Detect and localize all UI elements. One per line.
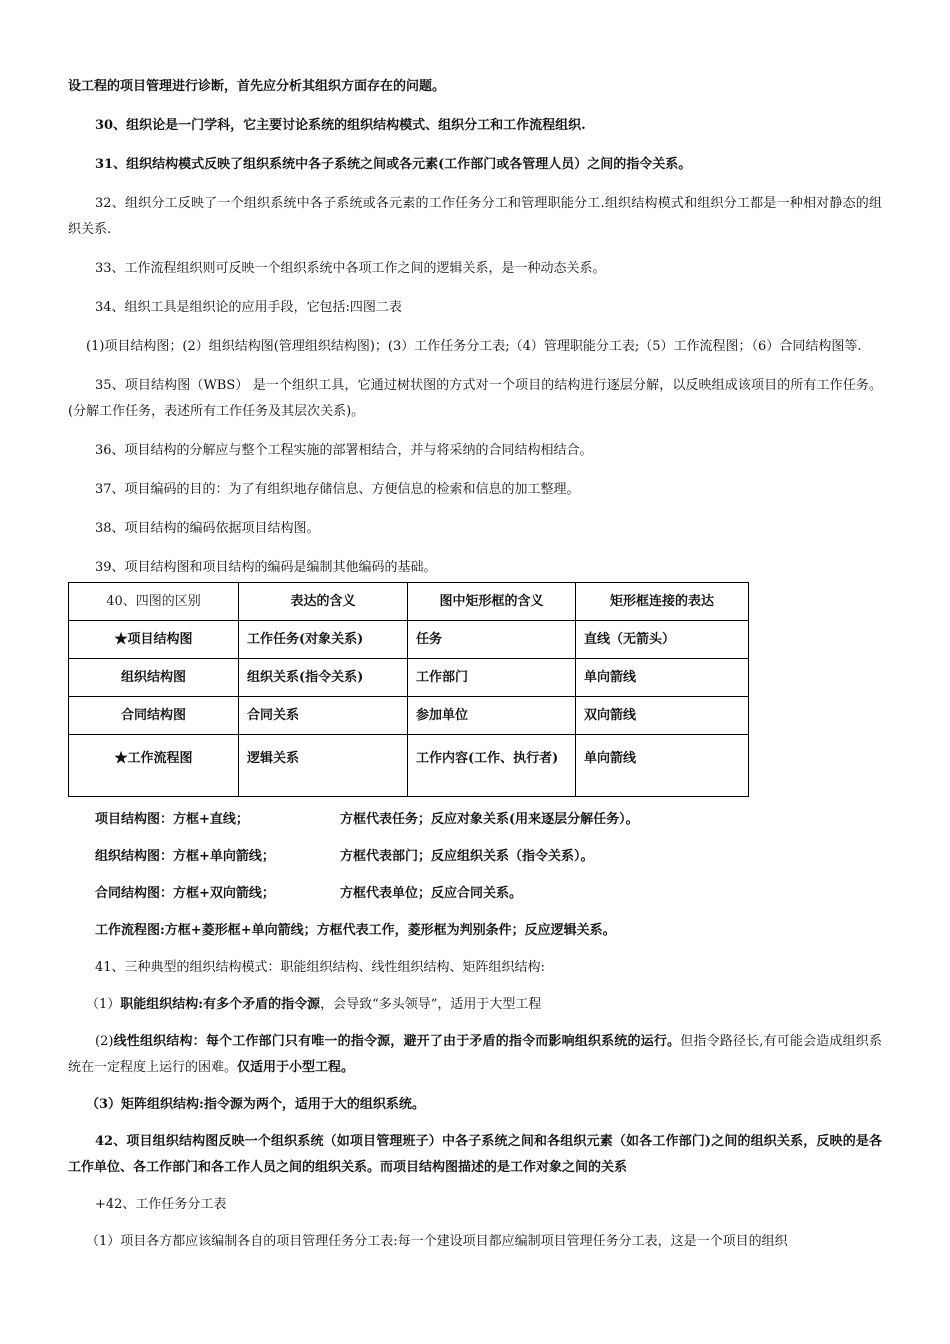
table-cell: 合同结构图 bbox=[69, 697, 239, 735]
paragraph-35: 35、项目结构图（WBS） 是一个组织工具，它通过树状图的方式对一个项目的结构进行逐层分解，以反映组成该项目的所有工作任务。(分解工作任务，表述所有工作任务及其层次关系)。 bbox=[68, 378, 882, 419]
summary-desc: 方框代表单位；反应合同关系。 bbox=[340, 886, 523, 901]
paragraph-42b-item-1: （1）项目各方都应该编制各自的项目管理任务分工表:每一个建设项目都应编制项目管理任务分工表，这是一个项目的组织 bbox=[86, 1234, 788, 1249]
paragraph-32: 32、组织分工反映了一个组织系统中各子系统或各元素的工作任务分工和管理职能分工.组织结构模式和组织分工都是一种相对静态的组织关系. bbox=[68, 196, 882, 237]
table-cell: 直线（无箭头） bbox=[576, 621, 749, 659]
summary-line bbox=[95, 807, 882, 833]
table-row bbox=[69, 697, 749, 735]
table-cell: 工作部门 bbox=[408, 659, 576, 697]
table-header-cell: 矩形框连接的表达 bbox=[576, 583, 749, 621]
paragraph-41: 41、三种典型的组织结构模式：职能组织结构、线性组织结构、矩阵组织结构: bbox=[95, 960, 545, 975]
table-cell: 逻辑关系 bbox=[239, 735, 408, 797]
table-header-cell: 表达的含义 bbox=[239, 583, 408, 621]
paragraph-42b-title: +42、工作任务分工表 bbox=[95, 1197, 227, 1212]
table-cell: 双向箭线 bbox=[576, 697, 749, 735]
paragraph-37: 37、项目编码的目的：为了有组织地存储信息、方便信息的检索和信息的加工整理。 bbox=[95, 482, 580, 497]
table-row bbox=[69, 735, 749, 797]
summary-desc: 方框代表部门；反应组织关系（指令关系）。 bbox=[340, 849, 594, 864]
table-row bbox=[69, 621, 749, 659]
summary-line bbox=[95, 881, 882, 907]
paragraph-30: 30、组织论是一门学科，它主要讨论系统的组织结构模式、组织分工和工作流程组织. bbox=[95, 118, 586, 133]
table-cell: 工作任务(对象关系) bbox=[239, 621, 408, 659]
item-number: (2) bbox=[95, 1034, 114, 1049]
diagram-summary bbox=[95, 807, 882, 944]
table-cell: ★工作流程图 bbox=[69, 735, 239, 797]
item-text: 但指令路径长,有可能会造成组织系统在一定程度上运行的困难。 bbox=[68, 1034, 882, 1075]
paragraph-42: 42、项目组织结构图反映一个组织系统（如项目管理班子）中各子系统之间和各组织元素（如各工作部门)之间的组织关系，反映的是各工作单位、各工作部门和各工作人员之间的组织关系。而项目结构图描述的是工作对象之间的关系 bbox=[68, 1134, 882, 1175]
summary-key: 组织结构图：方框+单向箭线； bbox=[95, 849, 275, 864]
paragraph-41-item-2 bbox=[68, 1029, 882, 1081]
item-number: （1） bbox=[86, 997, 121, 1012]
paragraph-36: 36、项目结构的分解应与整个工程实施的部署相结合，并与将采纳的合同结构相结合。 bbox=[95, 443, 593, 458]
summary-desc: 方框代表任务；反应对象关系(用来逐层分解任务）。 bbox=[340, 812, 639, 827]
summary-line bbox=[95, 844, 882, 870]
paragraph-continuation: 设工程的项目管理进行诊断，首先应分析其组织方面存在的问题。 bbox=[68, 79, 446, 94]
paragraph-39: 39、项目结构图和项目结构的编码是编制其他编码的基础。 bbox=[95, 560, 437, 575]
table-cell: 合同关系 bbox=[239, 697, 408, 735]
table-row bbox=[69, 659, 749, 697]
table-cell: 组织结构图 bbox=[69, 659, 239, 697]
table-cell: 组织关系(指令关系) bbox=[239, 659, 408, 697]
table-cell: 参加单位 bbox=[408, 697, 576, 735]
table-cell: 单向箭线 bbox=[576, 735, 749, 797]
paragraph-41-item-1 bbox=[68, 992, 882, 1018]
summary-key: 项目结构图：方框+直线； bbox=[95, 812, 249, 827]
item-bold-text: 职能组织结构:有多个矛盾的指令源 bbox=[120, 997, 321, 1012]
document-page bbox=[68, 74, 882, 1255]
paragraph-34-tools-list: (1)项目结构图；(2）组织结构图(管理组织结构图)；(3）工作任务分工表;（4）管理职能分工表;（5）工作流程图；（6）合同结构图等. bbox=[86, 339, 862, 354]
table-header-row bbox=[69, 583, 749, 621]
four-diagrams-table bbox=[68, 582, 749, 797]
item-bold-text: 线性组织结构：每个工作部门只有唯一的指令源，避开了由于矛盾的指令而影响组织系统的运行。 bbox=[113, 1034, 681, 1049]
summary-key: 合同结构图：方框+双向箭线； bbox=[95, 886, 275, 901]
table-cell: 任务 bbox=[408, 621, 576, 659]
summary-flow-line: 工作流程图:方框+菱形框+单向箭线；方框代表工作，菱形框为判别条件；反应逻辑关系。 bbox=[95, 923, 616, 938]
paragraph-38: 38、项目结构的编码依据项目结构图。 bbox=[95, 521, 320, 536]
table-header-cell: 图中矩形框的含义 bbox=[408, 583, 576, 621]
table-cell: ★项目结构图 bbox=[69, 621, 239, 659]
table-cell: 工作内容(工作、执行者) bbox=[408, 735, 576, 797]
table-cell: 单向箭线 bbox=[576, 659, 749, 697]
paragraph-34: 34、组织工具是组织论的应用手段，它包括:四图二表 bbox=[95, 300, 402, 315]
item-bold-text: 仅适用于小型工程。 bbox=[237, 1060, 355, 1075]
paragraph-33: 33、工作流程组织则可反映一个组织系统中各项工作之间的逻辑关系，是一种动态关系。 bbox=[95, 261, 606, 276]
paragraph-31: 31、组织结构模式反映了组织系统中各子系统之间或各元素(工作部门或各管理人员）之间的指令关系。 bbox=[95, 157, 692, 172]
table-header-cell: 40、四图的区别 bbox=[69, 583, 239, 621]
item-text: ，会导致“多头领导”，适用于大型工程 bbox=[320, 997, 542, 1012]
paragraph-41-item-3: （3）矩阵组织结构:指令源为两个，适用于大的组织系统。 bbox=[86, 1097, 425, 1112]
